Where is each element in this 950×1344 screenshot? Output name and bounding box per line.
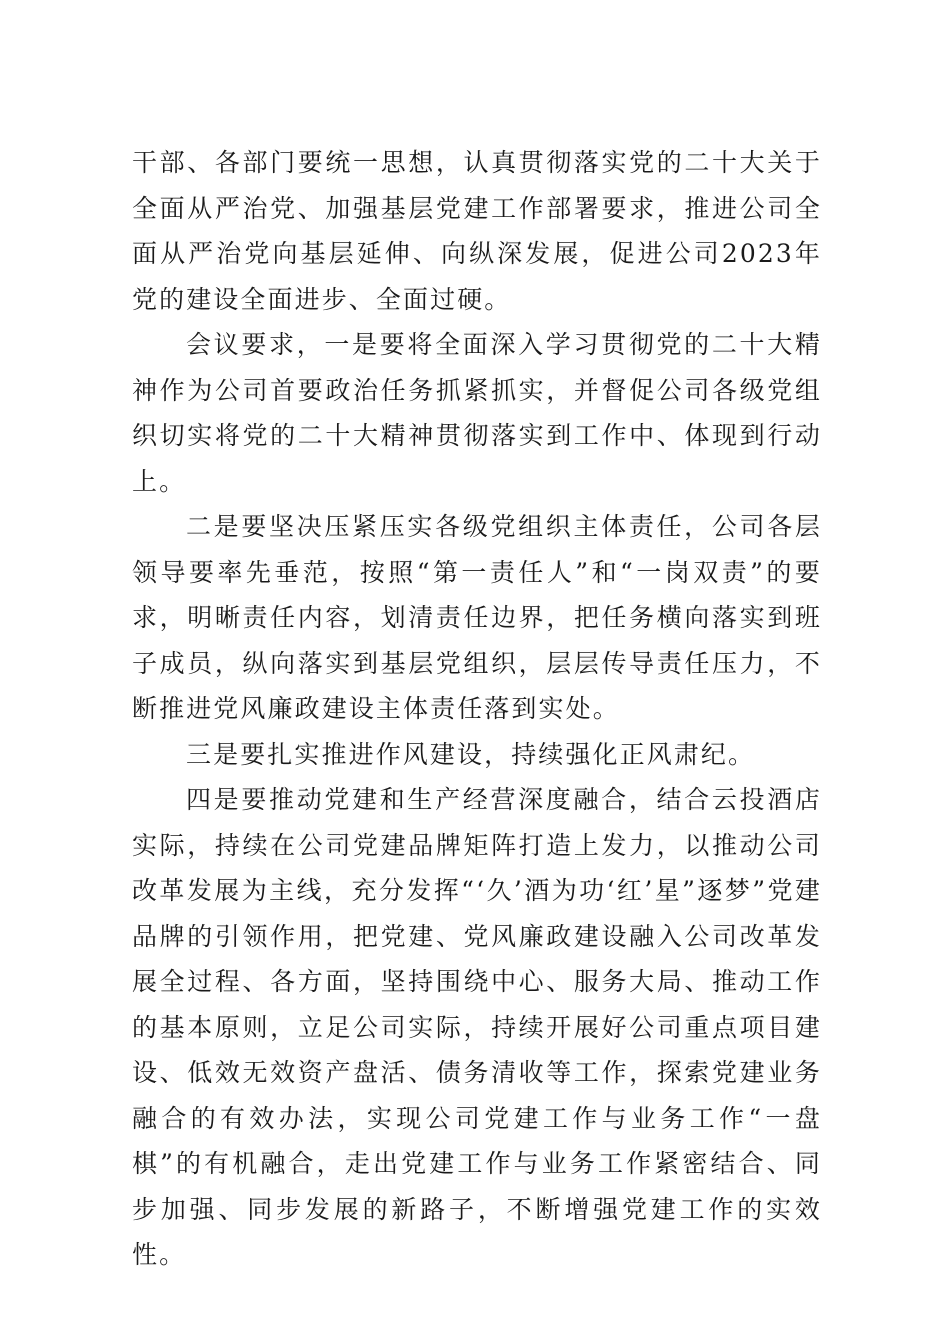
- paragraph-requirement-2: 二是要坚决压紧压实各级党组织主体责任，公司各层领导要率先垂范，按照“第一责任人”和“一岗双责”的要求，明晰责任内容，划清责任边界，把任务横向落实到班子成员，纵向落实到基层党组织，层层传导责任压力，不断推进党风廉政建设主体责任落到实处。: [132, 512, 822, 723]
- paragraph-requirement-3: 三是要扎实推进作风建设，持续强化正风肃纪。: [186, 739, 756, 769]
- paragraph-continuation: 干部、各部门要统一思想，认真贯彻落实党的二十大关于全面从严治党、加强基层党建工作部署要求，推进公司全面从严治党向基层延伸、向纵深发展，促进公司2023年党的建设全面进步、全面过硬。: [132, 148, 822, 314]
- paragraph-requirement-1: 会议要求，一是要将全面深入学习贯彻党的二十大精神作为公司首要政治任务抓紧抓实，并督促公司各级党组织切实将党的二十大精神贯彻落实到工作中、体现到行动上。: [132, 330, 822, 496]
- document-body: [132, 140, 822, 1278]
- paragraph-requirement-4: 四是要推动党建和生产经营深度融合，结合云投酒店实际，持续在公司党建品牌矩阵打造上发力，以推动公司改革发展为主线，充分发挥“‘久’酒为功‘红’星”逐梦”党建品牌的引领作用，把党建、党风廉政建设融入公司改革发展全过程、各方面，坚持围绕中心、服务大局、推动工作的基本原则，立足公司实际，持续开展好公司重点项目建设、低效无效资产盘活、债务清收等工作，探索党建业务融合的有效办法，实现公司党建工作与业务工作“一盘棋”的有机融合，走出党建工作与业务工作紧密结合、同步加强、同步发展的新路子，不断增强党建工作的实效性。: [132, 785, 822, 1269]
